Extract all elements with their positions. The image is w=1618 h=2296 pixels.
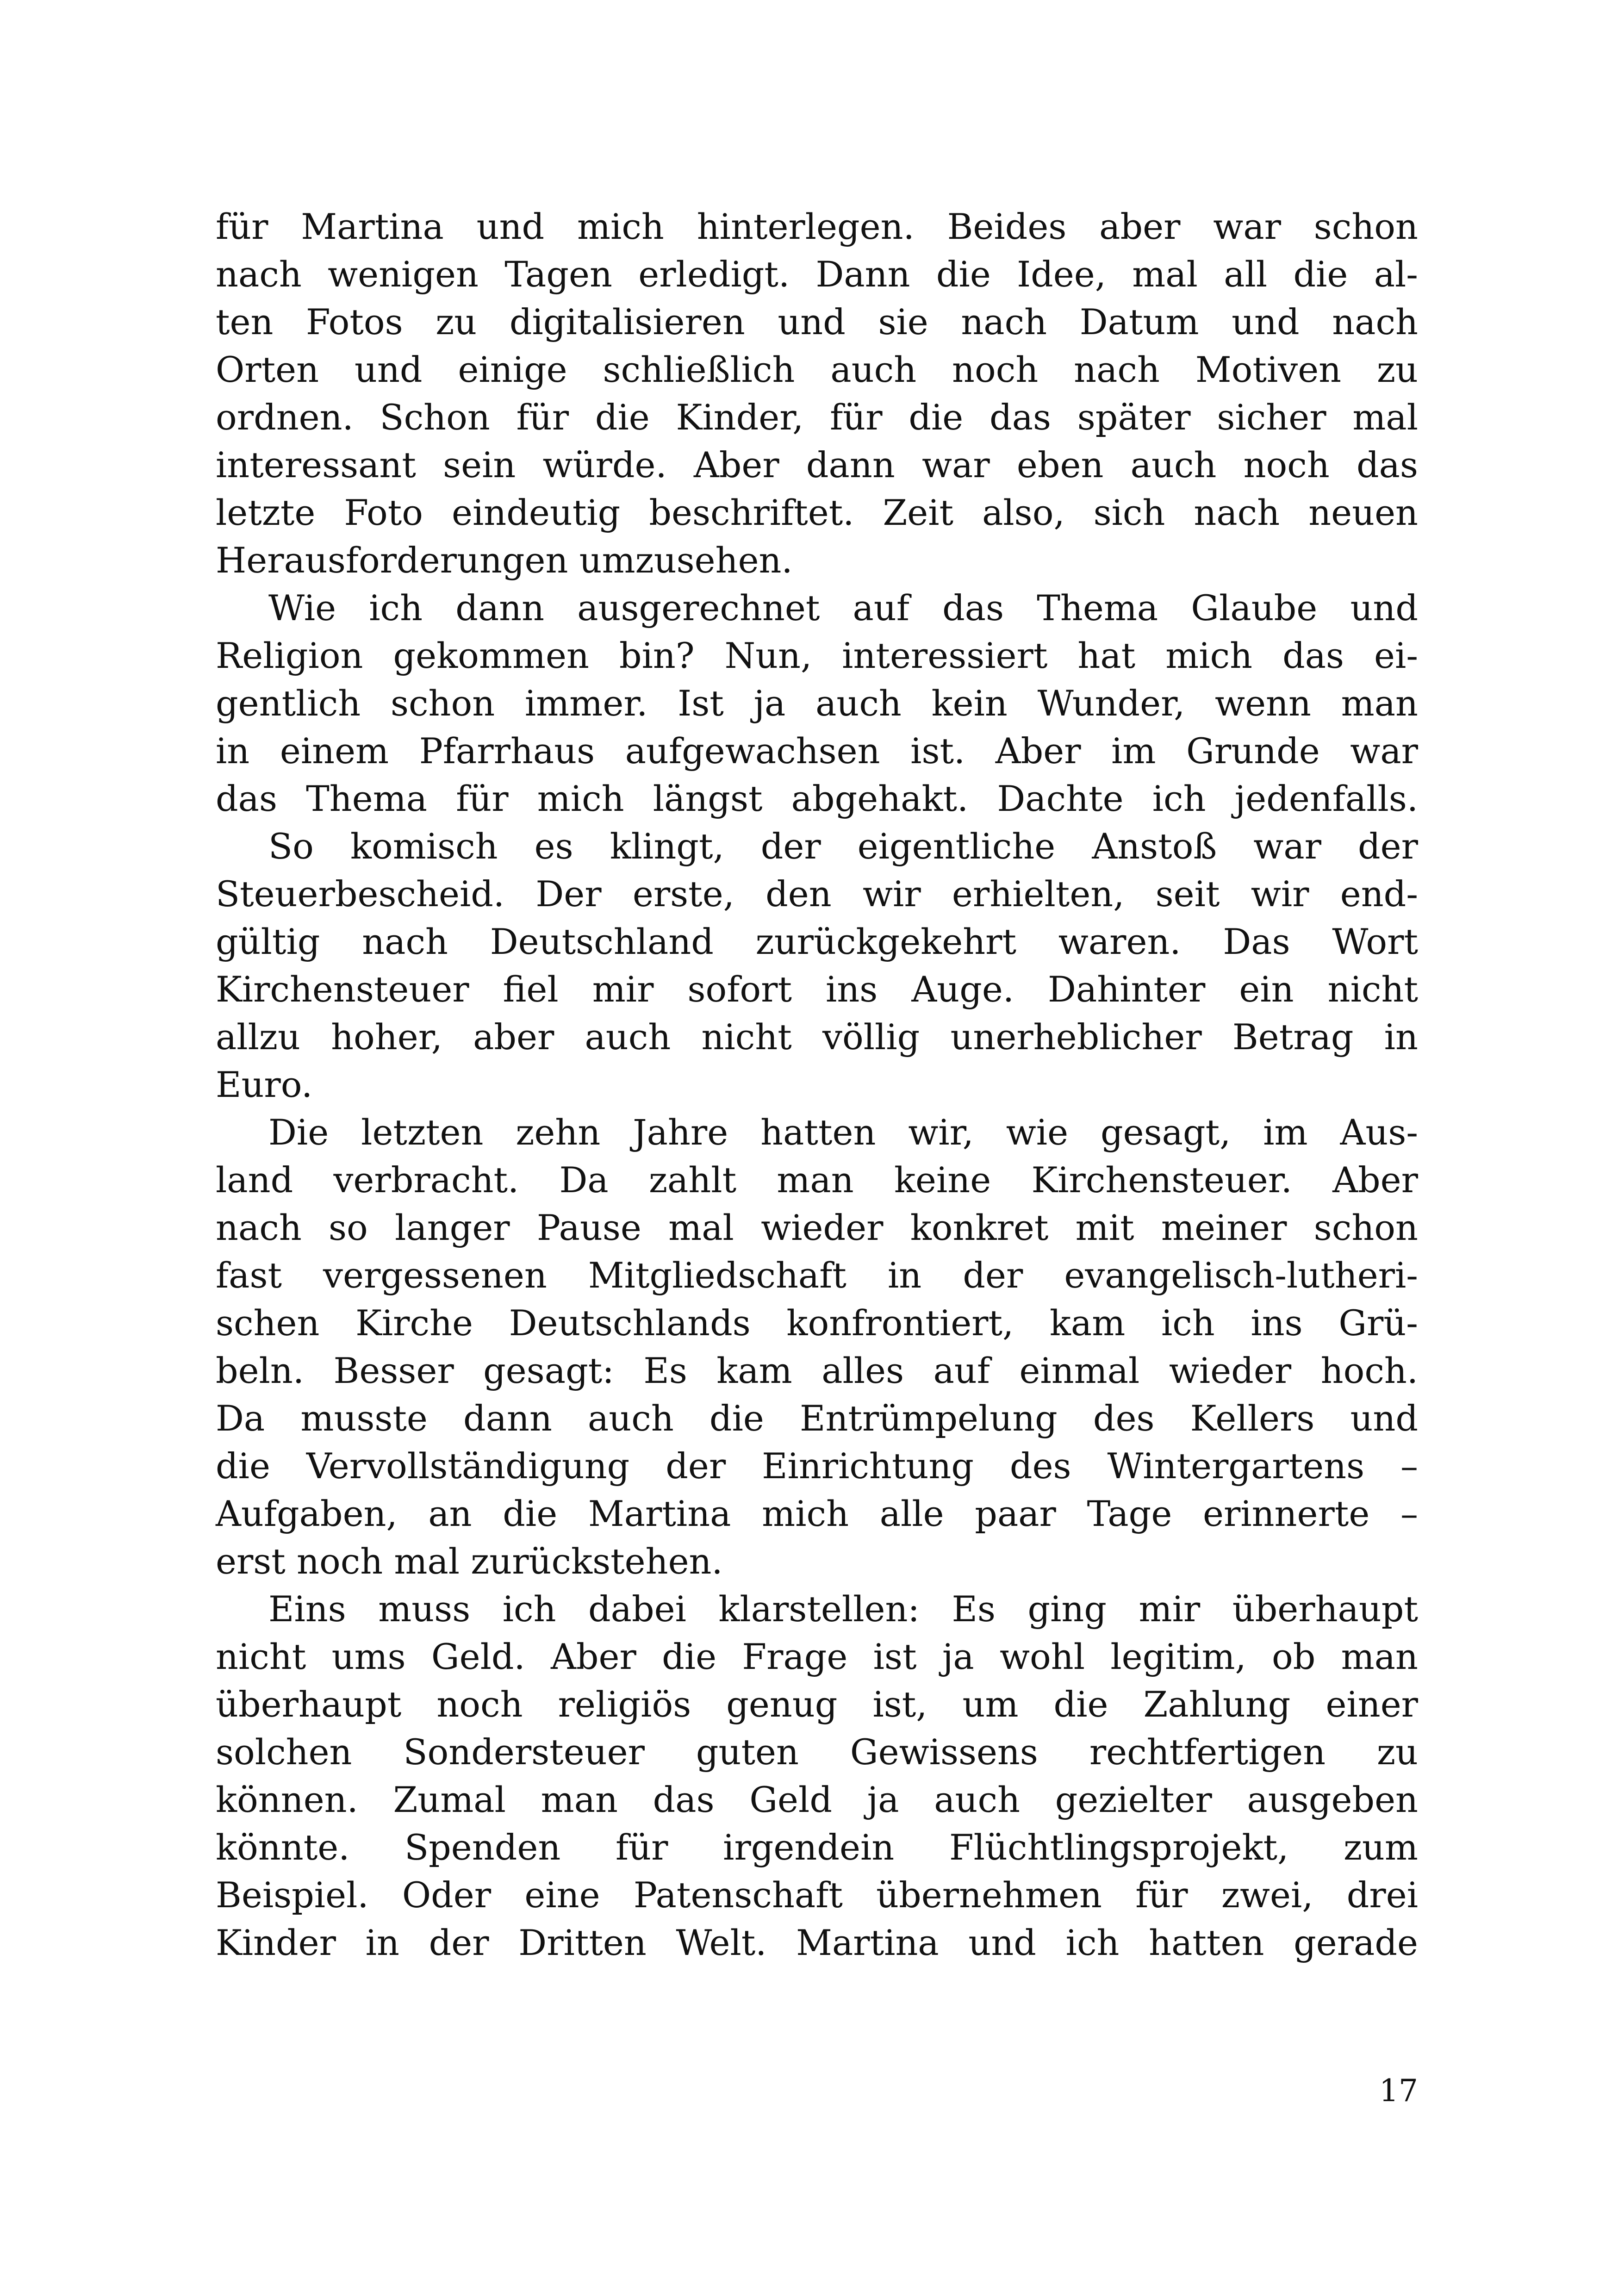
text-line: Die letzten zehn Jahre hatten wir, wie gesagt, im Aus- (268, 1112, 1418, 1153)
text-line: Wie ich dann ausgerechnet auf das Thema Glaube und (268, 587, 1418, 628)
text-line: interessant sein würde. Aber dann war eben auch noch das (216, 444, 1418, 485)
text-line: Euro. (216, 1064, 313, 1105)
text-line: ordnen. Schon für die Kinder, für die das später sicher mal (216, 397, 1418, 438)
text-line: Da musste dann auch die Entrümpelung des Kellers und (216, 1398, 1418, 1439)
text-line: könnte. Spenden für irgendein Flüchtlingsprojekt, zum (216, 1827, 1418, 1868)
text-line: Eins muss ich dabei klarstellen: Es ging mir überhaupt (268, 1588, 1418, 1630)
text-line: gentlich schon immer. Ist ja auch kein Wunder, wenn man (216, 683, 1418, 724)
text-line: für Martina und mich hinterlegen. Beides aber war schon (216, 206, 1418, 247)
paragraph-2 (216, 584, 1418, 822)
text-line: gültig nach Deutschland zurückgekehrt waren. Das Wort (216, 921, 1418, 962)
text-line: ten Fotos zu digitalisieren und sie nach Datum und nach (216, 301, 1418, 342)
text-line: Religion gekommen bin? Nun, interessiert hat mich das ei- (216, 635, 1418, 676)
paragraph-3 (216, 822, 1418, 1108)
text-line: Herausforderungen umzusehen. (216, 540, 793, 581)
text-line: land verbracht. Da zahlt man keine Kirchensteuer. Aber (216, 1159, 1418, 1201)
text-line: So komisch es klingt, der eigentliche Anstoß war der (268, 826, 1418, 867)
paragraph-4 (216, 1108, 1418, 1585)
text-line: Steuerbescheid. Der erste, den wir erhielten, seit wir end- (216, 873, 1418, 915)
text-line: erst noch mal zurückstehen. (216, 1541, 723, 1582)
text-line: überhaupt noch religiös genug ist, um die Zahlung einer (216, 1684, 1418, 1725)
paragraph-1 (216, 203, 1418, 584)
text-line: letzte Foto eindeutig beschriftet. Zeit also, sich nach neuen (216, 492, 1418, 533)
text-line: Kirchensteuer fiel mir sofort ins Auge. Dahinter ein nicht (216, 969, 1418, 1010)
text-line: allzu hoher, aber auch nicht völlig unerheblicher Betrag in (216, 1016, 1418, 1058)
text-line: nicht ums Geld. Aber die Frage ist ja wohl legitim, ob man (216, 1636, 1418, 1677)
text-line: das Thema für mich längst abgehakt. Dachte ich jedenfalls. (216, 778, 1418, 819)
text-line: fast vergessenen Mitgliedschaft in der evangelisch-lutheri- (216, 1255, 1418, 1296)
text-line: die Vervollständigung der Einrichtung des Wintergartens – (216, 1445, 1418, 1487)
body-text (216, 203, 1418, 1966)
text-line: in einem Pfarrhaus aufgewachsen ist. Aber im Grunde war (216, 730, 1418, 772)
text-line: Aufgaben, an die Martina mich alle paar Tage erinnerte – (216, 1493, 1418, 1534)
text-line: können. Zumal man das Geld ja auch gezielter ausgeben (216, 1779, 1418, 1820)
text-line: Orten und einige schließlich auch noch nach Motiven zu (216, 349, 1418, 390)
text-line: Beispiel. Oder eine Patenschaft übernehmen für zwei, drei (216, 1874, 1418, 1916)
text-line: solchen Sondersteuer guten Gewissens rechtfertigen zu (216, 1731, 1418, 1773)
text-line: nach wenigen Tagen erledigt. Dann die Idee, mal all die al- (216, 254, 1418, 295)
page-number: 17 (1379, 2073, 1418, 2109)
text-line: Kinder in der Dritten Welt. Martina und ich hatten gerade (216, 1922, 1418, 1963)
paragraph-5 (216, 1585, 1418, 1966)
text-line: beln. Besser gesagt: Es kam alles auf einmal wieder hoch. (216, 1350, 1418, 1391)
text-line: nach so langer Pause mal wieder konkret mit meiner schon (216, 1207, 1418, 1248)
text-line: schen Kirche Deutschlands konfrontiert, kam ich ins Grü- (216, 1302, 1418, 1344)
